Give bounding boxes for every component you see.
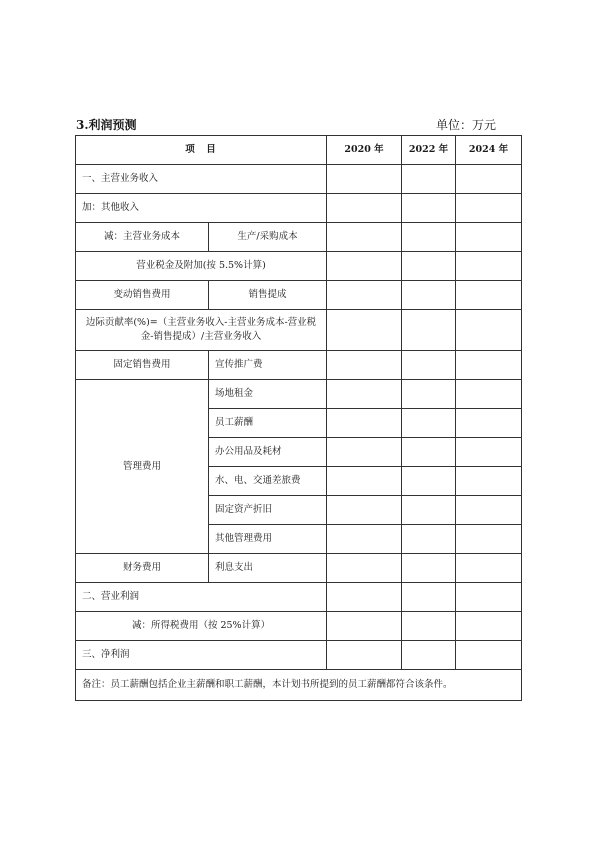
value-cell [456, 252, 522, 281]
value-cell [456, 194, 522, 223]
row-label-main-cost: 减：主营业务成本 [76, 223, 209, 252]
value-cell [456, 380, 522, 409]
table-row [76, 554, 522, 583]
table-row [76, 281, 522, 310]
value-cell [327, 641, 402, 670]
value-cell [456, 496, 522, 525]
profit-forecast-table [75, 135, 522, 701]
row-label-interest: 利息支出 [209, 554, 327, 583]
value-cell [456, 583, 522, 612]
value-cell [402, 281, 456, 310]
row-label-management-cost: 管理费用 [76, 380, 209, 554]
table-row [76, 310, 522, 351]
value-cell [402, 554, 456, 583]
row-label-other-management: 其他管理费用 [209, 525, 327, 554]
value-cell [402, 310, 456, 351]
value-cell [327, 351, 402, 380]
value-cell [402, 612, 456, 641]
value-cell [402, 252, 456, 281]
row-label-sales-commission: 销售提成 [209, 281, 327, 310]
value-cell [402, 525, 456, 554]
row-label-tax-surcharge: 营业税金及附加(按 5.5%计算) [76, 252, 327, 281]
row-label-margin-rate: 边际贡献率(%)=（主营业务收入-主营业务成本-营业税金-销售提成）/主营业务收入 [76, 310, 327, 351]
value-cell [327, 223, 402, 252]
value-cell [402, 438, 456, 467]
note-row [76, 670, 522, 701]
value-cell [327, 554, 402, 583]
value-cell [402, 641, 456, 670]
value-cell [456, 525, 522, 554]
table-row [76, 641, 522, 670]
header-year-2022: 2022 年 [402, 136, 456, 165]
value-cell [456, 165, 522, 194]
section-heading [76, 116, 496, 134]
header-year-2024: 2024 年 [456, 136, 522, 165]
value-cell [327, 310, 402, 351]
row-label-office-supplies: 办公用品及耗材 [209, 438, 327, 467]
value-cell [456, 281, 522, 310]
table-row [76, 380, 522, 409]
row-label-finance-cost: 财务费用 [76, 554, 209, 583]
value-cell [456, 467, 522, 496]
value-cell [327, 194, 402, 223]
row-label-fixed-sales-cost: 固定销售费用 [76, 351, 209, 380]
value-cell [402, 583, 456, 612]
table-row [76, 194, 522, 223]
value-cell [327, 612, 402, 641]
row-label-operating-profit: 二、营业利润 [76, 583, 327, 612]
table-row [76, 223, 522, 252]
row-label-variable-sales-cost: 变动销售费用 [76, 281, 209, 310]
value-cell [402, 496, 456, 525]
value-cell [327, 165, 402, 194]
value-cell [327, 438, 402, 467]
table-row [76, 612, 522, 641]
table-note: 备注：员工薪酬包括企业主薪酬和职工薪酬，本计划书所提到的员工薪酬都符合该条件。 [76, 670, 522, 701]
header-row [76, 136, 522, 165]
section-title: 3.利润预测 [76, 118, 137, 132]
value-cell [327, 496, 402, 525]
value-cell [456, 641, 522, 670]
value-cell [456, 438, 522, 467]
table-row [76, 165, 522, 194]
row-label-income-tax: 减：所得税费用（按 25%计算） [76, 612, 327, 641]
value-cell [402, 165, 456, 194]
value-cell [456, 351, 522, 380]
value-cell [402, 351, 456, 380]
value-cell [456, 612, 522, 641]
unit-label: 单位：万元 [435, 118, 496, 132]
value-cell [327, 409, 402, 438]
value-cell [456, 223, 522, 252]
row-label-main-income: 一、主营业务收入 [76, 165, 327, 194]
table-row [76, 252, 522, 281]
row-label-production-cost: 生产/采购成本 [209, 223, 327, 252]
value-cell [327, 252, 402, 281]
value-cell [327, 281, 402, 310]
header-item: 项 目 [76, 136, 327, 165]
value-cell [327, 467, 402, 496]
row-label-salary: 员工薪酬 [209, 409, 327, 438]
table-row [76, 583, 522, 612]
row-label-utilities-travel: 水、电、交通差旅费 [209, 467, 327, 496]
value-cell [456, 554, 522, 583]
table-row [76, 351, 522, 380]
value-cell [402, 223, 456, 252]
row-label-other-income: 加：其他收入 [76, 194, 327, 223]
row-label-site-rent: 场地租金 [209, 380, 327, 409]
value-cell [402, 409, 456, 438]
header-year-2020: 2020 年 [327, 136, 402, 165]
value-cell [402, 194, 456, 223]
row-label-net-profit: 三、净利润 [76, 641, 327, 670]
value-cell [456, 409, 522, 438]
value-cell [327, 583, 402, 612]
value-cell [327, 525, 402, 554]
value-cell [402, 467, 456, 496]
row-label-depreciation: 固定资产折旧 [209, 496, 327, 525]
value-cell [456, 310, 522, 351]
value-cell [402, 380, 456, 409]
value-cell [327, 380, 402, 409]
row-label-promotion-cost: 宣传推广费 [209, 351, 327, 380]
